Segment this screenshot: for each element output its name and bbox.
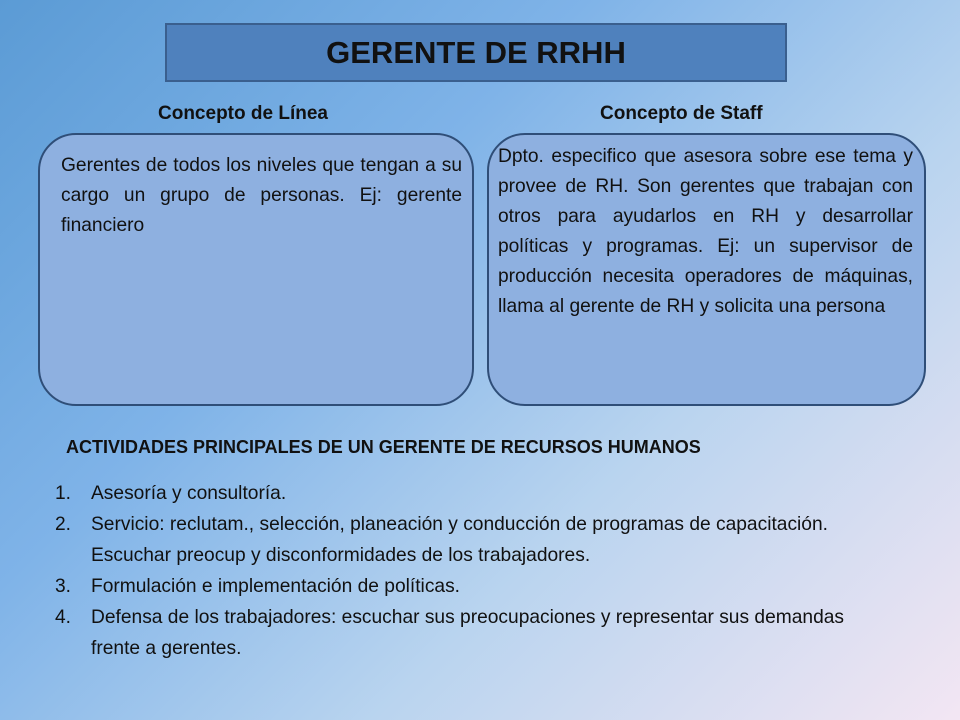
- activity-item: [55, 478, 885, 509]
- concepto-linea-text: Gerentes de todos los niveles que tengan a su cargo un grupo de personas. Ej: gerente financiero: [61, 155, 462, 236]
- activities-list: [55, 478, 885, 664]
- concepto-staff-text: Dpto. especifico que asesora sobre ese tema y provee de RH. Son gerentes que trabajan con otros para ayudarlos en RH y desarrollar políticas y programas. Ej: un supervisor de producción necesita operadores de máquinas, llama al gerente de RH y solicita una persona: [498, 146, 913, 317]
- concepto-staff-heading: Concepto de Staff: [600, 103, 763, 124]
- activity-text: Formulación e implementación de políticas.: [91, 576, 461, 597]
- activities-heading: ACTIVIDADES PRINCIPALES DE UN GERENTE DE RECURSOS HUMANOS: [66, 437, 701, 457]
- concepto-linea-heading: Concepto de Línea: [158, 103, 328, 124]
- activity-number: 3.: [55, 576, 72, 597]
- activity-number: 4.: [55, 607, 72, 628]
- activity-number: 1.: [55, 483, 72, 504]
- activity-item: [55, 602, 885, 664]
- concepto-staff-box: [487, 133, 926, 406]
- activity-text: Servicio: reclutam., selección, planeación y conducción de programas de capacitación. Escuchar preocup y disconformidades de los trabajadores.: [91, 514, 828, 566]
- activity-item: [55, 571, 885, 602]
- activity-text: Asesoría y consultoría.: [91, 483, 287, 504]
- activity-item: [55, 509, 885, 571]
- activity-number: 2.: [55, 514, 72, 535]
- concepto-linea-box: [38, 133, 474, 406]
- activity-text: Defensa de los trabajadores: escuchar sus preocupaciones y representar sus demandas frente a gerentes.: [91, 607, 845, 659]
- slide-title: GERENTE DE RRHH: [165, 23, 787, 82]
